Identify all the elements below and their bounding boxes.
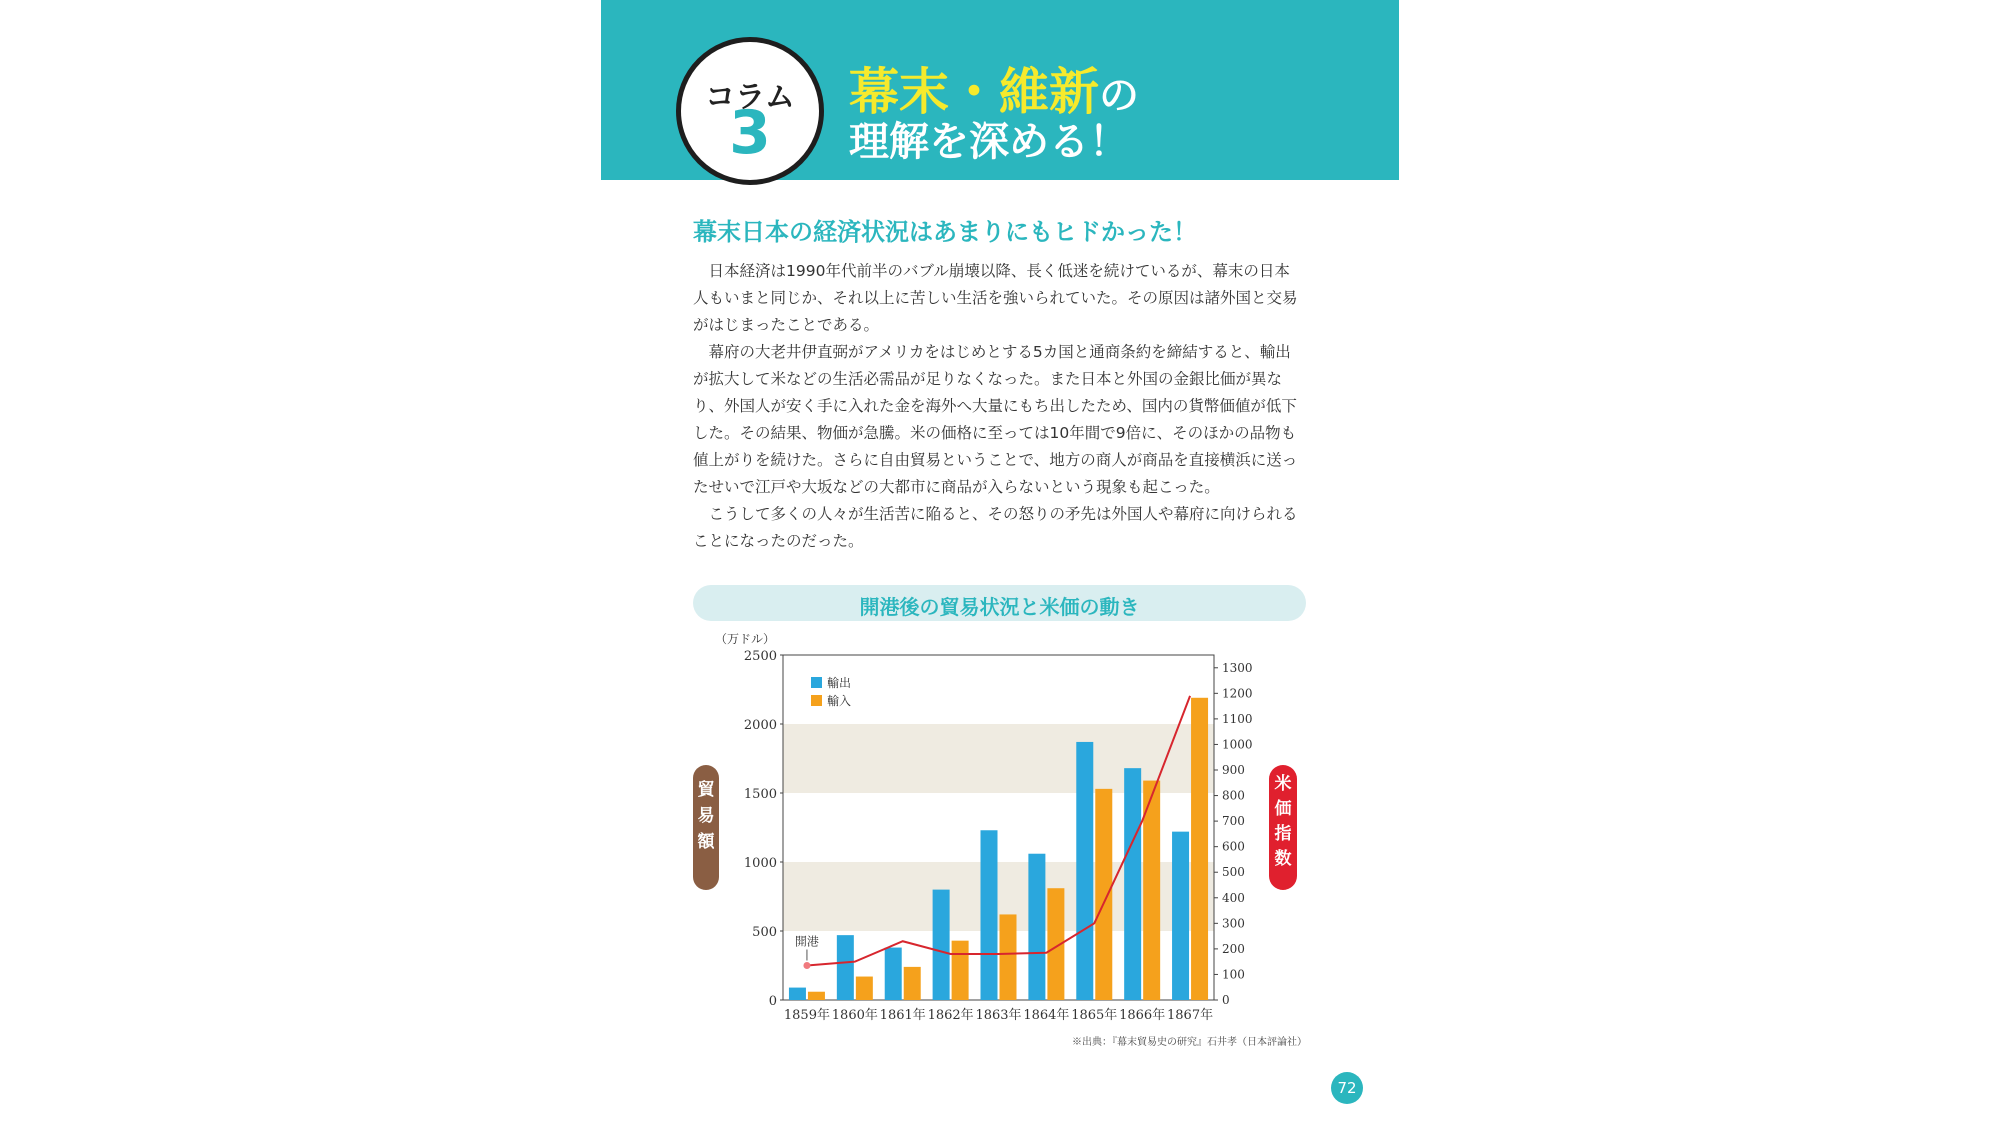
column-badge-number: 3 [729, 98, 771, 168]
y2-axis-label-char: 米 [1274, 774, 1292, 794]
bar-export [1124, 768, 1141, 1000]
bar-export [1028, 854, 1045, 1000]
article-body [693, 258, 1305, 555]
y-tick-label: 2500 [743, 649, 777, 664]
y-axis-label-char: 額 [697, 832, 715, 852]
bar-import [1095, 789, 1112, 1000]
column-badge-label: コラム [705, 80, 795, 115]
x-tick-label: 1865年 [1071, 1008, 1118, 1023]
bar-export [1076, 742, 1093, 1000]
y2-tick-label: 1100 [1222, 711, 1253, 726]
column-title-line2: 理解を深める！ [849, 119, 1129, 165]
bar-import [856, 977, 873, 1000]
x-tick-label: 1864年 [1023, 1008, 1070, 1023]
x-tick-label: 1861年 [879, 1008, 926, 1023]
y2-tick-label: 1000 [1222, 737, 1253, 752]
x-tick-label: 1863年 [975, 1008, 1022, 1023]
y2-tick-label: 300 [1222, 916, 1245, 931]
legend-label: 輸出 [827, 676, 852, 690]
legend-label: 輸入 [827, 694, 852, 708]
y2-tick-label: 500 [1222, 865, 1245, 880]
y-axis-label-char: 易 [697, 806, 715, 826]
y-tick-label: 2000 [743, 718, 777, 733]
bar-export [1172, 832, 1189, 1000]
bar-import [808, 992, 825, 1000]
y-tick-label: 1000 [743, 856, 777, 871]
bar-import [1000, 914, 1017, 1000]
column-title-tail: の [1099, 73, 1139, 119]
opening-annotation: 開港 [794, 934, 819, 949]
chart-title-bar [693, 585, 1306, 621]
bar-export [789, 988, 806, 1000]
y-tick-label: 1500 [743, 787, 777, 802]
x-tick-label: 1860年 [831, 1008, 878, 1023]
y-unit-label: （万ドル） [715, 632, 776, 646]
legend-swatch [811, 677, 822, 688]
y-tick-label: 0 [768, 994, 777, 1009]
y-tick-label: 500 [752, 925, 777, 940]
y2-axis-label-char: 指 [1274, 824, 1292, 844]
x-tick-label: 1862年 [927, 1008, 974, 1023]
chart-title: 開港後の貿易状況と米価の動き [859, 595, 1140, 619]
document-page [601, 0, 1399, 1134]
y2-tick-label: 700 [1222, 814, 1245, 829]
y2-tick-label: 800 [1222, 788, 1245, 803]
bar-export [981, 830, 998, 1000]
page-number: 72 [1331, 1072, 1363, 1104]
x-tick-label: 1867年 [1167, 1008, 1214, 1023]
bar-import [952, 941, 969, 1000]
y2-tick-label: 0 [1222, 993, 1230, 1007]
bar-import [904, 967, 921, 1000]
y2-tick-label: 400 [1222, 890, 1245, 905]
y2-tick-label: 100 [1222, 967, 1245, 982]
x-tick-label: 1866年 [1119, 1008, 1166, 1023]
y2-tick-label: 200 [1222, 941, 1245, 956]
column-title-highlight: 幕末・維新 [849, 63, 1099, 121]
column-badge [676, 37, 824, 185]
bar-import [1191, 698, 1208, 1000]
y2-axis-label-char: 価 [1274, 799, 1292, 819]
paragraph: 幕府の大老井伊直弼がアメリカをはじめとする5カ国と通商条約を締結すると、輸出が拡大して米などの生活必需品が足りなくなった。また日本と外国の金銀比価が異なり、外国人が安く手に入れた金を海外へ大量にもち出したため、国内の貨幣価値が低下した。その結果、物価が急騰。米の価格に至っては10年間で9倍に、そのほかの品物も値上がりを続けた。さらに自由貿易ということで、地方の商人が商品を直接横浜に送ったせいで江戸や大坂などの大都市に商品が入らないという現象も起こった。 [693, 343, 1298, 496]
y2-tick-label: 900 [1222, 763, 1245, 777]
column-banner [601, 0, 1399, 180]
section-heading: 幕末日本の経済状況はあまりにもヒドかった！ [693, 218, 1197, 246]
trade-rice-chart [679, 625, 1319, 1055]
bar-export [933, 890, 950, 1000]
legend-swatch [811, 695, 822, 706]
y2-tick-label: 1300 [1222, 660, 1253, 675]
paragraph: 日本経済は1990年代前半のバブル崩壊以降、長く低迷を続けているが、幕末の日本人もいまと同じか、それ以上に苦しい生活を強いられていた。その原因は諸外国と交易がはじまったことである。 [693, 262, 1298, 334]
y2-axis-label-char: 数 [1274, 849, 1292, 869]
y2-tick-label: 1200 [1222, 686, 1253, 701]
x-tick-label: 1859年 [783, 1008, 830, 1023]
bar-export [837, 935, 854, 1000]
y-axis-label-char: 貿 [697, 780, 715, 800]
paragraph: こうして多くの人々が生活苦に陥ると、その怒りの矛先は外国人や幕府に向けられることになったのだった。 [693, 505, 1298, 550]
y2-tick-label: 600 [1222, 839, 1245, 854]
source-note: ※出典：『幕末貿易史の研究』石井孝（日本評論社） [1072, 1037, 1307, 1048]
rice-price-start-point [803, 962, 810, 969]
bar-export [885, 948, 902, 1000]
